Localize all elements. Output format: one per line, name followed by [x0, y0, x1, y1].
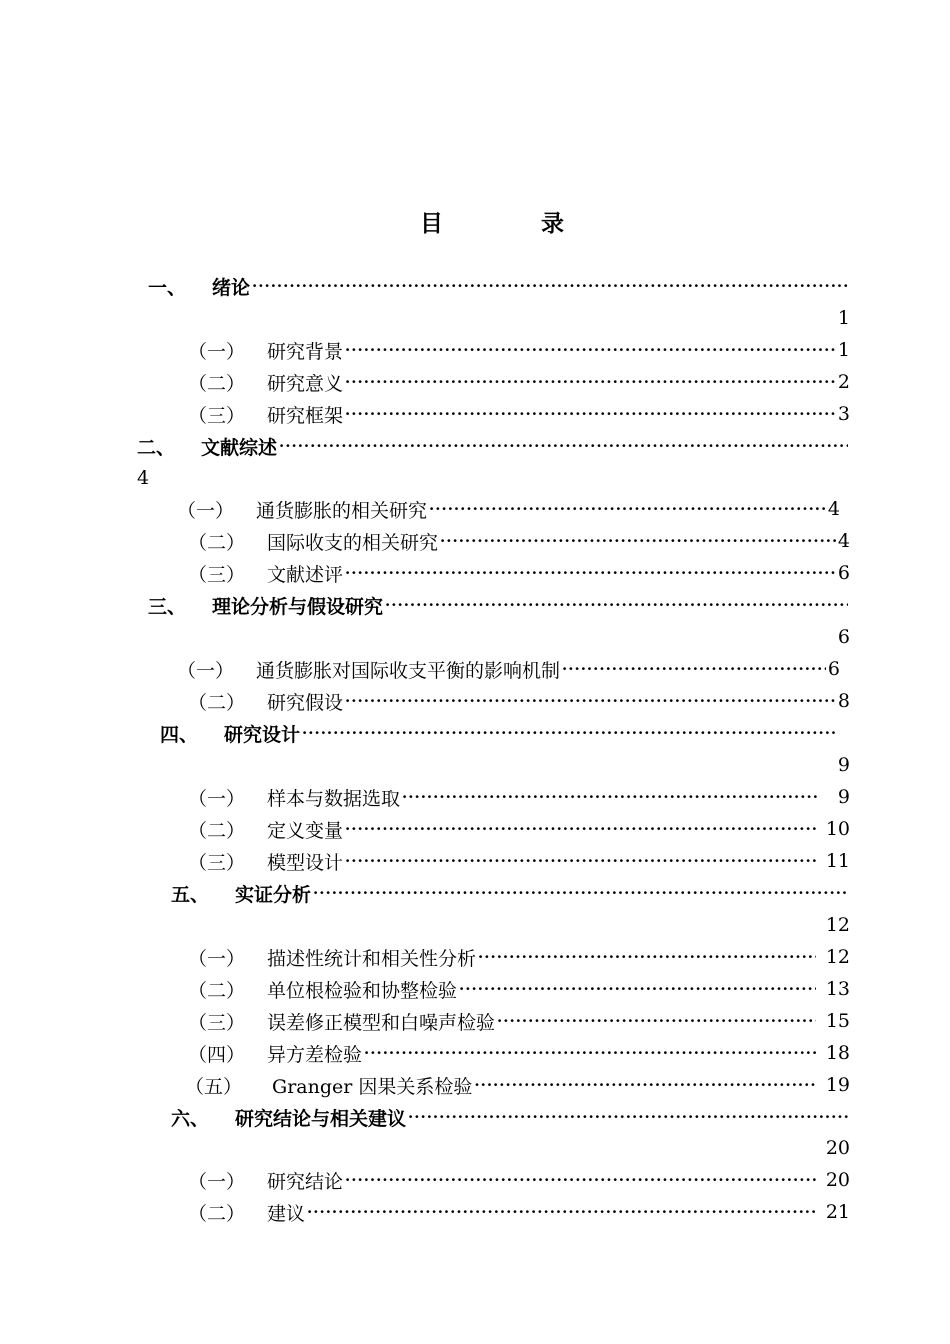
toc-entry-page: 1	[837, 339, 850, 361]
toc-entry-section[interactable]	[188, 944, 850, 970]
toc-entry-number: （二）	[188, 1202, 246, 1225]
toc-leader-dots	[252, 273, 848, 299]
toc-entry-number: （一）	[188, 340, 246, 363]
toc-entry-number: （一）	[177, 499, 235, 522]
toc-entry-section[interactable]	[188, 1167, 850, 1193]
toc-entry-page: 10	[825, 818, 850, 840]
toc-entry-section[interactable]	[188, 528, 850, 554]
toc-entry-text: 模型设计	[267, 851, 344, 874]
toc-entry-text: 研究假设	[267, 691, 344, 714]
toc-leader-dots	[497, 1008, 816, 1034]
toc-entry-number: （二）	[188, 531, 246, 554]
toc-leader-dots	[345, 688, 836, 714]
toc-entry-text: 文献述评	[267, 563, 344, 586]
toc-entry-page: 13	[825, 978, 850, 1000]
toc-entry-section[interactable]	[188, 369, 850, 395]
toc-entry-number: （一）	[177, 659, 235, 682]
toc-entry-page: 4	[837, 530, 850, 552]
toc-leader-dots	[364, 1040, 816, 1066]
toc-entry-text: 研究设计	[224, 723, 301, 746]
toc-entry-number: （五）	[185, 1075, 243, 1098]
toc-entry-text: 研究背景	[267, 340, 344, 363]
toc-entry-section[interactable]	[188, 1199, 850, 1225]
toc-entry-text: 绪论	[212, 276, 251, 299]
toc-leader-dots	[279, 433, 848, 459]
toc-entry-number: （二）	[188, 979, 246, 1002]
toc-leader-dots	[478, 944, 816, 970]
toc-leader-dots	[385, 592, 848, 618]
toc-entry-number: （一）	[188, 1170, 246, 1193]
toc-entry-text: 定义变量	[267, 819, 344, 842]
toc-entry-page: 1	[837, 307, 850, 329]
toc-entry-text: 描述性统计和相关性分析	[267, 947, 477, 970]
toc-leader-dots	[408, 1104, 848, 1130]
toc-entry-text: 文献综述	[201, 436, 278, 459]
toc-entry-chapter-6[interactable]	[171, 1104, 850, 1130]
toc-entry-text: 建议	[267, 1202, 306, 1225]
toc-entry-section[interactable]	[188, 816, 850, 842]
toc-entry-section[interactable]	[188, 337, 850, 363]
toc-leader-dots	[440, 528, 836, 554]
toc-entry-chapter-5[interactable]	[171, 880, 850, 906]
toc-entry-chapter-4[interactable]	[160, 720, 840, 746]
toc-entry-number: 五、	[171, 883, 210, 906]
toc-entry-text: 国际收支的相关研究	[267, 531, 439, 554]
toc-entry-page: 6	[837, 626, 850, 648]
toc-leader-dots	[345, 401, 836, 427]
toc-entry-section[interactable]	[188, 784, 850, 810]
toc-entry-section[interactable]	[188, 401, 850, 427]
toc-entry-section[interactable]	[188, 1008, 850, 1034]
toc-entry-page: 12	[825, 946, 850, 968]
toc-leader-dots	[429, 496, 826, 522]
toc-leader-dots	[402, 784, 820, 810]
toc-entry-number: 一、	[148, 276, 187, 299]
toc-entry-page: 4	[137, 467, 150, 489]
toc-entry-page: 2	[837, 371, 850, 393]
toc-entry-text: 单位根检验和协整检验	[267, 979, 458, 1002]
toc-entry-page: 21	[825, 1201, 850, 1223]
toc-entry-page: 9	[837, 754, 850, 776]
toc-entry-text: 研究结论与相关建议	[235, 1107, 407, 1130]
toc-entry-number: 四、	[160, 723, 199, 746]
toc-entry-number: （三）	[188, 1011, 246, 1034]
toc-entry-text: 理论分析与假设研究	[212, 595, 384, 618]
toc-entry-section[interactable]	[188, 976, 850, 1002]
toc-entry-page: 8	[837, 690, 850, 712]
toc-entry-number: 三、	[148, 595, 187, 618]
toc-entry-section[interactable]	[188, 1040, 850, 1066]
toc-entry-page: 12	[825, 914, 850, 936]
toc-entry-page: 9	[837, 786, 850, 808]
toc-entry-number: （一）	[188, 787, 246, 810]
toc-entry-page: 18	[825, 1042, 850, 1064]
toc-leader-dots	[345, 1167, 816, 1193]
toc-entry-section[interactable]	[188, 688, 850, 714]
toc-entry-section[interactable]	[177, 496, 840, 522]
toc-leader-dots	[345, 816, 816, 842]
toc-entry-text: 通货膨胀的相关研究	[256, 499, 428, 522]
toc-entry-section[interactable]	[177, 656, 840, 682]
toc-entry-section[interactable]	[185, 1072, 850, 1098]
toc-entry-number: （三）	[188, 404, 246, 427]
toc-entry-chapter-3[interactable]	[148, 592, 850, 618]
toc-entry-number: （二）	[188, 372, 246, 395]
toc-entry-page: 3	[837, 403, 850, 425]
toc-entry-number: （四）	[188, 1043, 246, 1066]
toc-entry-number: 二、	[137, 436, 176, 459]
toc-leader-dots	[345, 337, 836, 363]
toc-title-left: 目	[420, 211, 443, 237]
toc-entry-text: Granger 因果关系检验	[272, 1075, 473, 1098]
toc-leader-dots	[313, 880, 848, 906]
toc-entry-page: 19	[825, 1074, 850, 1096]
toc-leader-dots	[345, 848, 816, 874]
toc-leader-dots	[459, 976, 816, 1002]
toc-entry-page: 6	[827, 658, 840, 680]
toc-entry-page: 15	[825, 1010, 850, 1032]
toc-entry-chapter-2[interactable]	[137, 433, 850, 459]
toc-entry-number: （一）	[188, 947, 246, 970]
toc-entry-number: 六、	[171, 1107, 210, 1130]
toc-entry-number: （三）	[188, 563, 246, 586]
toc-entry-text: 样本与数据选取	[267, 787, 401, 810]
toc-leader-dots	[302, 720, 838, 746]
toc-entry-page: 11	[825, 850, 850, 872]
toc-entry-page: 6	[837, 562, 850, 584]
toc-leader-dots	[562, 656, 826, 682]
toc-entry-number: （二）	[188, 819, 246, 842]
toc-entry-number: （二）	[188, 691, 246, 714]
toc-entry-text: 研究框架	[267, 404, 344, 427]
toc-entry-page: 20	[825, 1169, 850, 1191]
toc-entry-text: 异方差检验	[267, 1043, 363, 1066]
toc-entry-text: 实证分析	[235, 883, 312, 906]
toc-entry-text: 误差修正模型和白噪声检验	[267, 1011, 496, 1034]
toc-entry-section[interactable]	[188, 848, 850, 874]
toc-leader-dots	[307, 1199, 816, 1225]
toc-title-right: 录	[541, 211, 564, 237]
toc-leader-dots	[345, 369, 836, 395]
toc-entry-chapter-1[interactable]	[148, 273, 850, 299]
toc-entry-section[interactable]	[188, 560, 850, 586]
toc-leader-dots	[345, 560, 836, 586]
toc-entry-page: 4	[827, 498, 840, 520]
toc-entry-number: （三）	[188, 851, 246, 874]
toc-entry-page: 20	[825, 1137, 850, 1159]
toc-entry-text: 研究结论	[267, 1170, 344, 1193]
toc-leader-dots	[474, 1072, 815, 1098]
toc-entry-text: 研究意义	[267, 372, 344, 395]
toc-entry-text: 通货膨胀对国际收支平衡的影响机制	[256, 659, 561, 682]
